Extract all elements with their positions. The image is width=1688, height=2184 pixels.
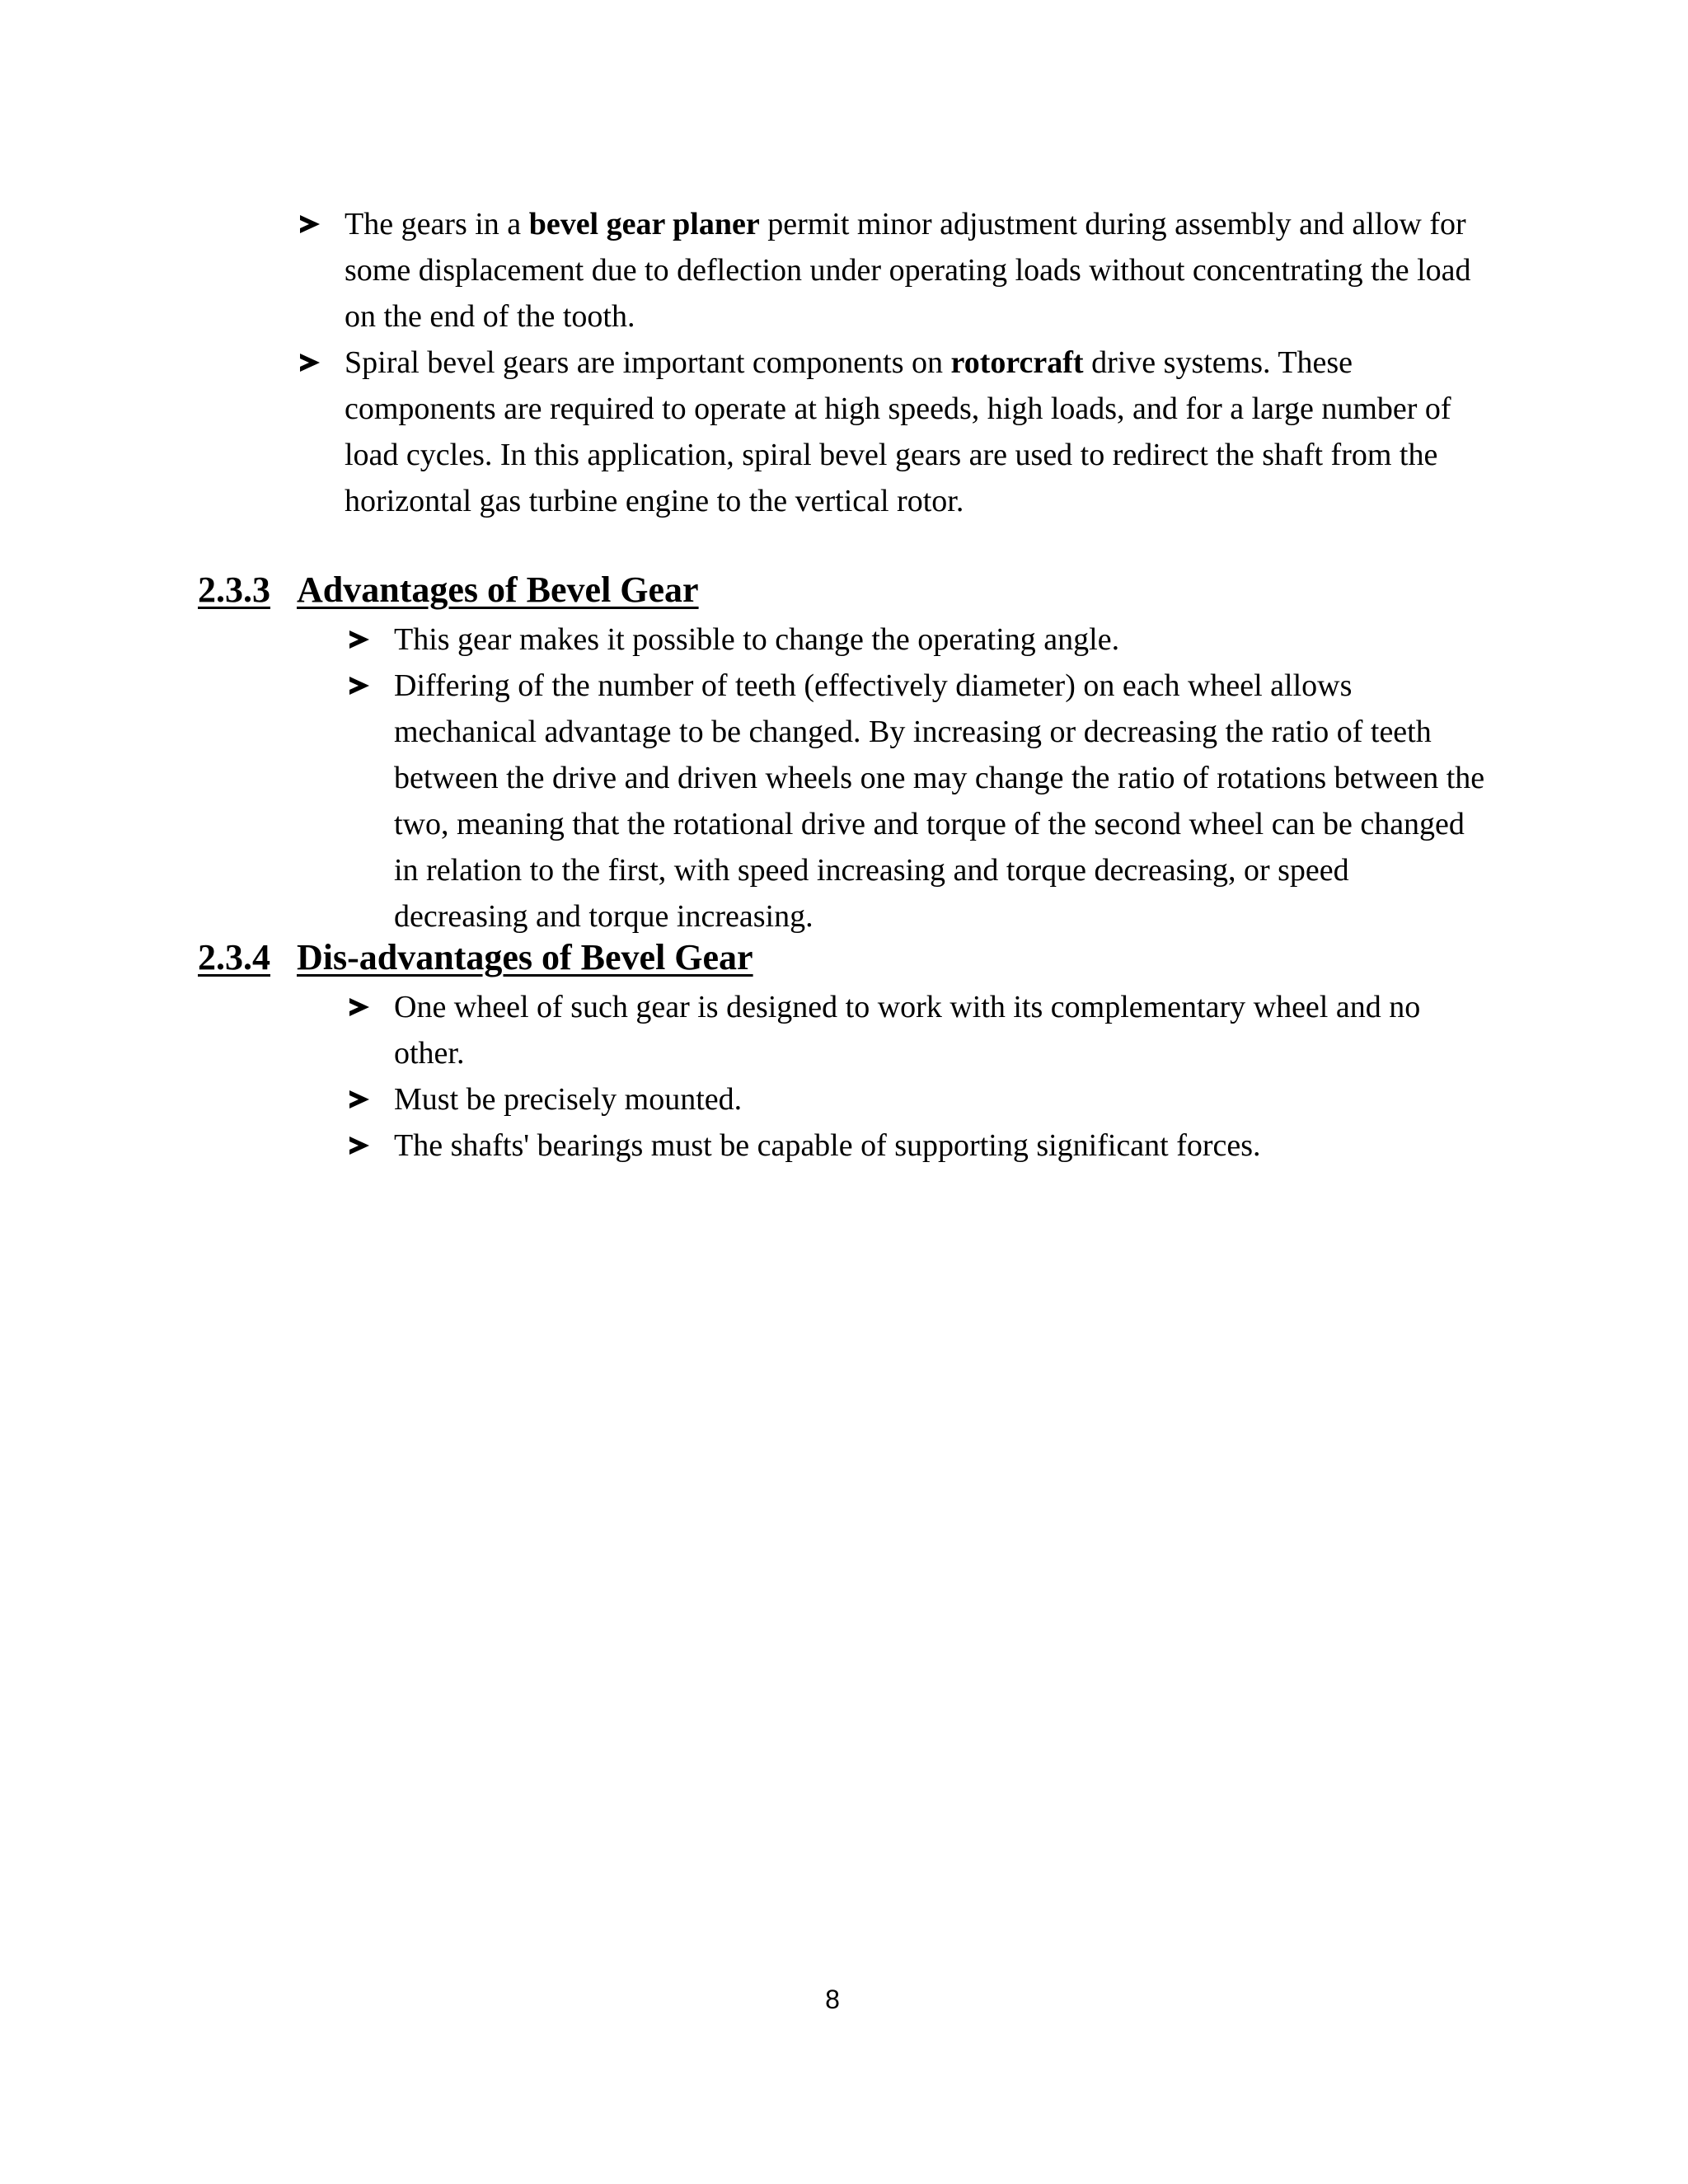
bullet-text-rest: permit minor adjustment during assembly and allow for some displacement due to deflection under operating loads without concentrating the load on the end of the tooth. (345, 207, 1471, 334)
list-item (394, 1076, 1490, 1122)
list-item (394, 616, 1490, 663)
list-item (345, 201, 1490, 340)
arrow-bullet-icon (300, 354, 320, 372)
bullet-text: Differing of the number of teeth (effectively diameter) on each wheel allows mechanical advantage to be changed. By increasing or decreasing the ratio of teeth between the drive and driven wheels one may change the ratio of rotations between the two, meaning that the rotational drive and torque of the second wheel can be changed in relation to the first, with speed increasing and torque decreasing, or speed decreasing and torque increasing. (394, 668, 1485, 934)
disadvantages-bullet-list (394, 984, 1490, 1169)
bullet-text-start: The gears in a (345, 207, 529, 241)
list-item (394, 984, 1490, 1076)
list-item (394, 663, 1490, 940)
bullet-text: This gear makes it possible to change the operating angle. (394, 622, 1120, 657)
section-title: Dis-advantages of Bevel Gear (297, 937, 753, 977)
arrow-bullet-icon (300, 215, 320, 233)
arrow-bullet-icon (349, 1090, 369, 1108)
arrow-bullet-icon (349, 998, 369, 1016)
section-number: 2.3.3 (198, 569, 270, 610)
bullet-text: The shafts' bearings must be capable of supporting significant forces. (394, 1128, 1261, 1163)
arrow-bullet-icon (349, 1137, 369, 1155)
bold-term: rotorcraft (950, 345, 1084, 380)
page-number: 8 (825, 1985, 840, 2014)
bullet-text: Must be precisely mounted. (394, 1082, 743, 1117)
section-number: 2.3.4 (198, 937, 270, 977)
bold-term: bevel gear planer (528, 207, 760, 241)
arrow-bullet-icon (349, 630, 369, 649)
section-heading-disadvantages (198, 935, 753, 981)
bullet-text-start: Spiral bevel gears are important components on (345, 345, 951, 380)
section-heading-advantages (198, 567, 699, 613)
section-title: Advantages of Bevel Gear (297, 569, 699, 610)
arrow-bullet-icon (349, 677, 369, 695)
list-item (394, 1122, 1490, 1169)
advantages-bullet-list (394, 616, 1490, 940)
list-item (345, 340, 1490, 524)
intro-bullet-list (345, 201, 1490, 524)
bullet-text-rest: drive systems. These components are required to operate at high speeds, high loads, and for a large number of load cycles. In this application, spiral bevel gears are used to redirect the shaft from the horizontal gas turbine engine to the vertical rotor. (345, 345, 1451, 518)
bullet-text: One wheel of such gear is designed to work with its complementary wheel and no other. (394, 990, 1421, 1071)
